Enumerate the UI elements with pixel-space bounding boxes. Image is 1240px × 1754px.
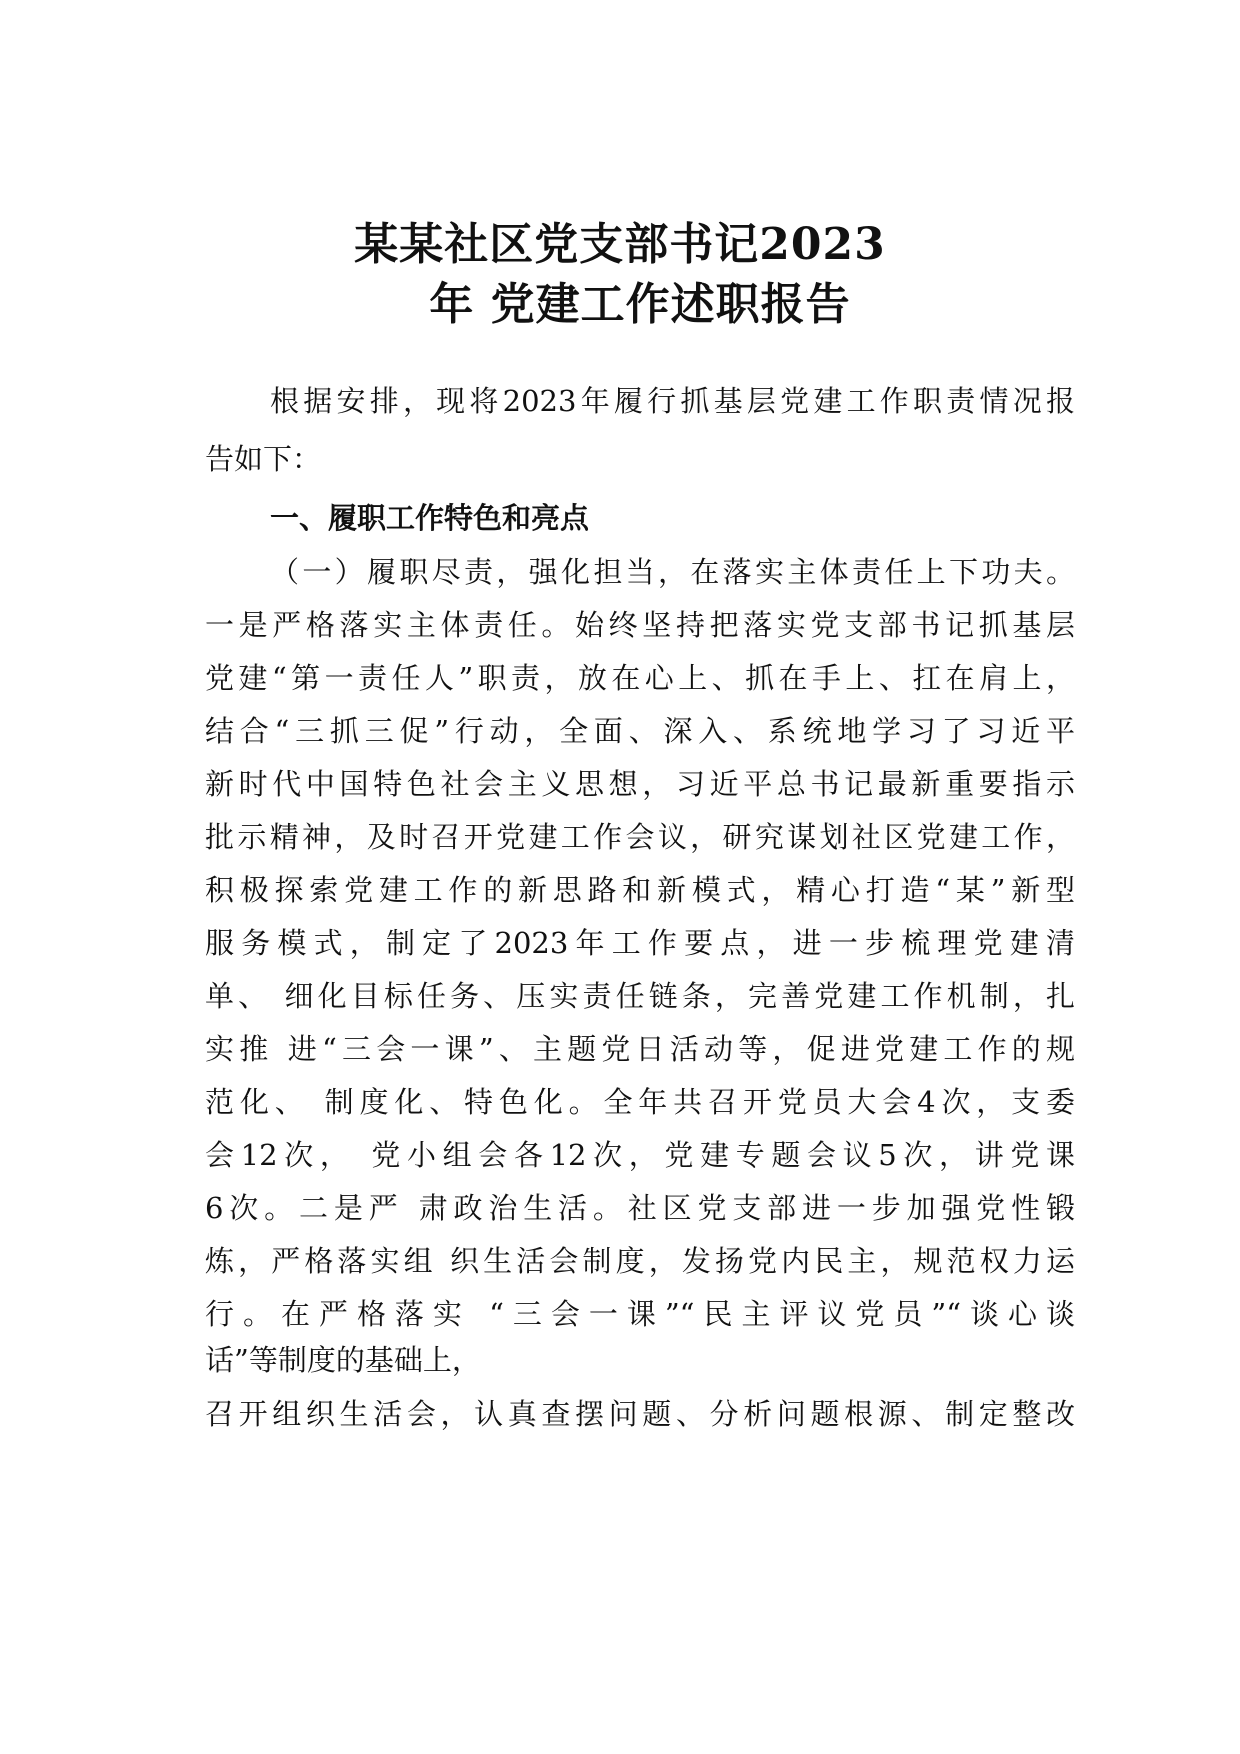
body-line: 6次。二是严 肃政治生活。社区党支部进一步加强党性锻 — [205, 1191, 1075, 1225]
body-line: 召开组织生活会，认真查摆问题、分析问题根源、制定整改 — [205, 1397, 1075, 1431]
body-line: 一是严格落实主体责任。始终坚持把落实党支部书记抓基层 — [205, 608, 1075, 642]
body-line: 实推 进“三会一课”、主题党日活动等，促进党建工作的规 — [205, 1032, 1075, 1066]
title-line-1: 某某社区党支部书记2023 — [354, 219, 886, 270]
section-heading: 一、履职工作特色和亮点 — [270, 501, 590, 535]
title-line-2: 年 党建工作述职报告 — [429, 279, 851, 330]
body-line: 单、 细化目标任务、压实责任链条，完善党建工作机制，扎 — [205, 979, 1075, 1013]
intro-line-2: 告如下： — [205, 442, 322, 476]
intro-line-1: 根据安排，现将2023年履行抓基层党建工作职责情况报 — [270, 384, 1075, 418]
body-line: 话”等制度的基础上， — [205, 1343, 481, 1377]
body-line: 范化、 制度化、特色化。全年共召开党员大会4次，支委 — [205, 1085, 1075, 1119]
body-line: 党建“第一责任人”职责，放在心上、抓在手上、扛在肩上， — [205, 661, 1075, 695]
body-line: 行。在严格落实 “三会一课”“民主评议党员”“谈心谈 — [205, 1297, 1075, 1331]
body-line: 结合“三抓三促”行动，全面、深入、系统地学习了习近平 — [205, 714, 1075, 748]
body-line: 批示精神，及时召开党建工作会议，研究谋划社区党建工作， — [205, 820, 1075, 854]
body-line: 积极探索党建工作的新思路和新模式，精心打造“某”新型 — [205, 873, 1075, 907]
body-line: 服务模式，制定了2023年工作要点，进一步梳理党建清 — [205, 926, 1075, 960]
body-line: 炼，严格落实组 织生活会制度，发扬党内民主，规范权力运 — [205, 1244, 1075, 1278]
body-line: （一）履职尽责，强化担当，在落实主体责任上下功夫。 — [270, 555, 1075, 589]
body-line: 新时代中国特色社会主义思想，习近平总书记最新重要指示 — [205, 767, 1075, 801]
body-line: 会12次， 党小组会各12次，党建专题会议5次，讲党课 — [205, 1138, 1075, 1172]
